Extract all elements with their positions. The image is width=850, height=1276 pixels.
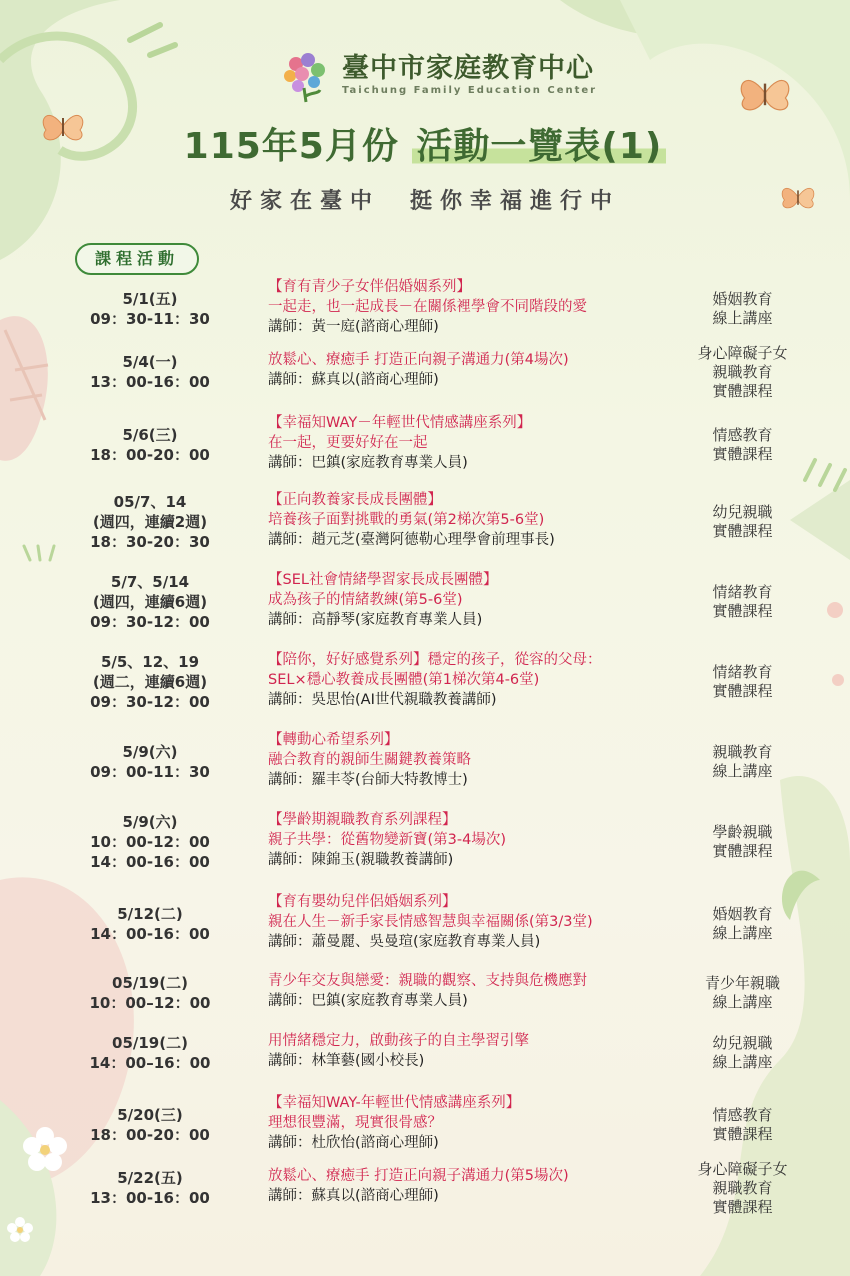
event-title-line: 【幸福知WAY－年輕世代情感講座系列】	[268, 415, 532, 431]
category-line: 線上講座	[712, 1053, 773, 1071]
datetime-line: 18：00-20：00	[90, 1126, 210, 1144]
datetime-line: 18：30-20：30	[90, 533, 210, 551]
event-instructor: 講師：黃一庭(諮商心理師)	[268, 319, 439, 335]
event-datetime	[50, 742, 250, 782]
event-instructor: 講師：杜欣怡(諮商心理師)	[268, 1135, 439, 1151]
category-line: 實體課程	[712, 842, 773, 860]
event-datetime	[50, 425, 250, 465]
event-instructor: 講師：蘇真以(諮商心理師)	[268, 1188, 439, 1204]
category-line: 實體課程	[712, 602, 773, 620]
event-instructor: 講師：趙元芝(臺灣阿德勒心理學會前理事長)	[268, 532, 555, 548]
event-content	[268, 810, 688, 870]
datetime-line: 09：30-12：00	[90, 613, 210, 631]
event-datetime	[50, 289, 250, 329]
datetime-line: 09：30-11：30	[90, 310, 210, 328]
event-datetime	[50, 904, 250, 944]
datetime-line: 5/12(二)	[117, 905, 183, 923]
category-line: 婚姻教育	[712, 905, 773, 923]
org-name: 臺中市家庭教育中心	[342, 53, 594, 84]
category-line: 身心障礙子女	[697, 343, 788, 362]
event-title-line: 培養孩子面對挑戰的勇氣(第2梯次第5-6堂)	[268, 512, 545, 528]
datetime-line: 5/6(三)	[122, 426, 178, 444]
event-category	[680, 663, 805, 701]
category-line: 親職教育	[712, 362, 773, 381]
datetime-line: (週二，連續6週)	[92, 673, 208, 691]
event-title-line: 親在人生－新手家長情感智慧與幸福關係(第3/3堂)	[268, 914, 593, 930]
event-datetime	[50, 973, 250, 1013]
datetime-line: 14：00–16：00	[89, 1054, 211, 1072]
event-instructor: 講師：蕭曼麗、吳曼瑄(家庭教育專業人員)	[268, 934, 541, 950]
event-title-line: 親子共學：從舊物變新寶(第3-4場次)	[268, 832, 506, 848]
category-line: 實體課程	[712, 381, 773, 400]
category-line: 實體課程	[712, 682, 773, 700]
datetime-line: 5/9(六)	[122, 743, 178, 761]
event-instructor: 講師：羅丰苓(台師大特教博士)	[268, 772, 468, 788]
event-category	[680, 503, 805, 541]
category-line: 身心障礙子女	[697, 1159, 788, 1178]
event-category	[680, 583, 805, 621]
logo	[278, 48, 597, 104]
datetime-line: 5/5、12、19	[100, 653, 200, 671]
event-datetime	[50, 492, 250, 552]
category-line: 實體課程	[712, 1125, 773, 1143]
category-line: 實體課程	[712, 1197, 773, 1216]
event-title-line: 【幸福知WAY-年輕世代情感講座系列】	[268, 1095, 521, 1111]
event-title-line: 理想很豐滿，現實很骨感？	[268, 1115, 442, 1131]
event-content	[268, 730, 688, 790]
category-line: 婚姻教育	[712, 290, 773, 308]
datetime-line: 14：00-16：00	[90, 853, 210, 871]
datetime-line: 5/22(五)	[117, 1169, 183, 1187]
event-datetime	[50, 652, 250, 712]
title-main: 115年5月份	[183, 126, 399, 167]
event-instructor: 講師：吳思怡(AI世代親職教養講師)	[268, 692, 497, 708]
org-english-name: Taichung Family Education Center	[342, 85, 598, 96]
event-content	[268, 1093, 688, 1153]
category-line: 情緒教育	[712, 583, 773, 601]
category-line: 幼兒親職	[712, 1034, 773, 1052]
datetime-line: 09：00-11：30	[90, 763, 210, 781]
event-title-line: 【SEL社會情緒學習家長成長團體】	[268, 572, 498, 588]
event-title-line: 用情緒穩定力，啟動孩子的自主學習引擎	[268, 1033, 529, 1049]
event-datetime	[50, 812, 250, 872]
datetime-line: 05/19(二)	[112, 1034, 188, 1052]
event-instructor: 講師：蘇真以(諮商心理師)	[268, 372, 439, 388]
category-line: 線上講座	[712, 762, 773, 780]
event-datetime	[50, 352, 250, 392]
event-datetime	[50, 572, 250, 632]
title-highlight: 活動一覽表(1)	[412, 126, 666, 167]
event-content	[268, 650, 688, 710]
event-instructor: 講師：高靜琴(家庭教育專業人員)	[268, 612, 483, 628]
header	[0, 0, 850, 240]
datetime-line: 14：00-16：00	[90, 925, 210, 943]
datetime-line: 5/20(三)	[117, 1106, 183, 1124]
event-title-line: 【育有青少子女伴侶婚姻系列】	[268, 279, 471, 295]
datetime-line: 10：00-12：00	[90, 833, 210, 851]
category-line: 情感教育	[712, 1106, 773, 1124]
datetime-line: (週四，連續2週)	[92, 513, 208, 531]
event-content	[268, 1166, 688, 1206]
datetime-line: 05/19(二)	[112, 974, 188, 992]
category-line: 情緒教育	[712, 663, 773, 681]
event-title-line: 放鬆心、療癒手 打造正向親子溝通力(第5場次)	[268, 1168, 569, 1184]
category-line: 親職教育	[712, 1178, 773, 1197]
event-title-line: 【陪你，好好感覺系列】穩定的孩子，從容的父母：	[268, 652, 602, 668]
event-category	[680, 823, 805, 861]
category-line: 線上講座	[712, 924, 773, 942]
event-title-line: 一起走，也一起成長－在關係裡學會不同階段的愛	[268, 299, 587, 315]
event-category	[680, 344, 805, 401]
datetime-line: 5/9(六)	[122, 813, 178, 831]
category-line: 實體課程	[712, 445, 773, 463]
datetime-line: (週四，連續6週)	[92, 593, 208, 611]
event-title-line: 青少年交友與戀愛：親職的觀察、支持與危機應對	[268, 973, 587, 989]
datetime-line: 5/1(五)	[122, 290, 178, 308]
event-content	[268, 413, 688, 473]
datetime-line: 05/7、14	[113, 493, 187, 511]
datetime-line: 09：30-12：00	[90, 693, 210, 711]
event-title-line: 【育有嬰幼兒伴侶婚姻系列】	[268, 894, 457, 910]
datetime-line: 13：00-16：00	[90, 1189, 210, 1207]
category-line: 幼兒親職	[712, 503, 773, 521]
datetime-line: 5/4(一)	[122, 353, 178, 371]
event-title-line: 融合教育的親師生關鍵教養策略	[268, 752, 471, 768]
event-title-line: 【正向教養家長成長團體】	[268, 492, 442, 508]
event-title-line: 【轉動心希望系列】	[268, 732, 399, 748]
event-title-line: SEL×穩心教養成長團體(第1梯次第4-6堂)	[268, 672, 540, 688]
event-title-line: 成為孩子的情緒教練(第5-6堂)	[268, 592, 463, 608]
event-datetime	[50, 1168, 250, 1208]
flower-logo-icon	[278, 48, 334, 104]
category-line: 實體課程	[712, 522, 773, 540]
datetime-line: 18：00-20：00	[90, 446, 210, 464]
page-title	[0, 118, 850, 169]
event-category	[680, 974, 805, 1012]
event-instructor: 講師：林筆藝(國小校長)	[268, 1053, 425, 1069]
event-datetime	[50, 1033, 250, 1073]
event-content	[268, 971, 688, 1011]
event-instructor: 講師：陳錦玉(親職教養講師)	[268, 852, 454, 868]
event-category	[680, 1034, 805, 1072]
event-category	[680, 1160, 805, 1217]
event-instructor: 講師：巴鎮(家庭教育專業人員)	[268, 993, 468, 1009]
event-content	[268, 1031, 688, 1071]
event-content	[268, 277, 688, 337]
event-title-line: 在一起，更要好好在一起	[268, 435, 428, 451]
subtitle: 好家在臺中 挺你幸福進行中	[229, 189, 620, 214]
event-title-line: 放鬆心、療癒手 打造正向親子溝通力(第4場次)	[268, 352, 569, 368]
event-category	[680, 426, 805, 464]
category-line: 親職教育	[712, 743, 773, 761]
event-category	[680, 743, 805, 781]
event-category	[680, 1106, 805, 1144]
category-line: 線上講座	[712, 993, 773, 1011]
datetime-line: 5/7、5/14	[110, 573, 190, 591]
category-line: 青少年親職	[704, 974, 780, 992]
event-content	[268, 892, 688, 952]
category-line: 線上講座	[712, 309, 773, 327]
event-content	[268, 490, 688, 550]
section-tag: 課程活動	[75, 243, 199, 275]
event-title-line: 【學齡期親職教育系列課程】	[268, 812, 457, 828]
datetime-line: 13：00-16：00	[90, 373, 210, 391]
category-line: 學齡親職	[712, 823, 773, 841]
event-category	[680, 905, 805, 943]
event-category	[680, 290, 805, 328]
datetime-line: 10：00–12：00	[89, 994, 211, 1012]
event-datetime	[50, 1105, 250, 1145]
category-line: 情感教育	[712, 426, 773, 444]
event-content	[268, 570, 688, 630]
event-instructor: 講師：巴鎮(家庭教育專業人員)	[268, 455, 468, 471]
event-content	[268, 350, 688, 390]
